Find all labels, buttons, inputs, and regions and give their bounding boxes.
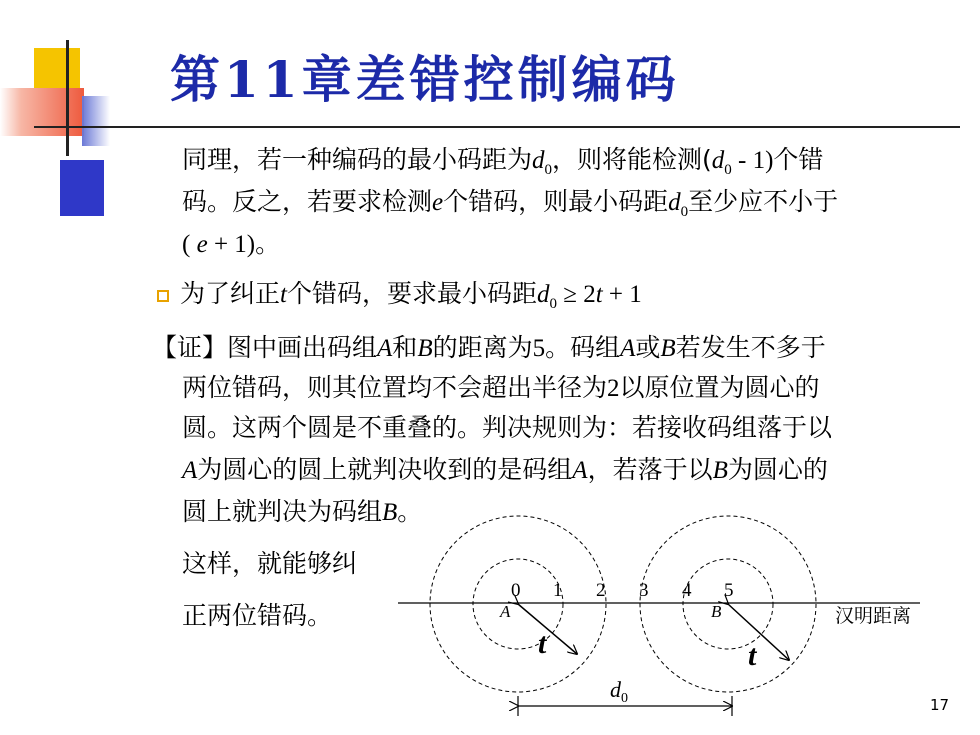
para1-line1: 同理，若一种编码的最小码距为$d_0$，则将能检测$(d_0 - 1)$个错: [182, 145, 824, 178]
tick-label-1: 1: [553, 580, 563, 601]
radius-t-label-B: t: [748, 639, 757, 672]
para1-line2: 码。反之，若要求检测e个错码，则最小码距$d_0$至少应不小于: [182, 187, 839, 220]
proof-line5: 圆上就判决为码组B。: [182, 497, 423, 526]
point-B-label: B: [711, 602, 722, 621]
proof-line1: 【证】图中画出码组A和B的距离为5。码组A或B若发生不多于: [152, 333, 826, 362]
radius-t-label-A: t: [538, 627, 547, 660]
tick-label-3: 3: [639, 580, 649, 601]
proof-line3: 圆。这两个圆是不重叠的。判决规则为：若接收码组落于以: [182, 413, 833, 442]
conclusion-line2: 正两位错码。: [182, 601, 333, 630]
tick-label-5: 5: [724, 580, 734, 601]
proof-line2: 两位错码，则其位置均不会超出半径为2以原位置为圆心的: [182, 373, 820, 402]
radius-arrow-A: [518, 604, 577, 654]
tick-label-4: 4: [682, 580, 692, 601]
distance-d0-label: $d_0$: [610, 677, 628, 706]
axis-label: 汉明距离: [835, 605, 912, 627]
bullet-line: 为了纠正t个错码，要求最小码距$d_0 \ge 2t + 1$: [180, 279, 642, 312]
conclusion-line1: 这样，就能够纠: [182, 549, 358, 578]
tick-label-2: 2: [596, 580, 606, 601]
tick-label-0: 0: [511, 580, 521, 601]
slide-title: 第11章差错控制编码: [170, 50, 680, 109]
para1-line3: ( e + 1)。: [182, 231, 281, 258]
radius-arrow-B: [728, 604, 789, 660]
point-A-label: A: [500, 602, 511, 621]
proof-line4: A为圆心的圆上就判决收到的是码组A，若落于以B为圆心的: [182, 455, 828, 484]
page-number: 17: [930, 696, 950, 714]
